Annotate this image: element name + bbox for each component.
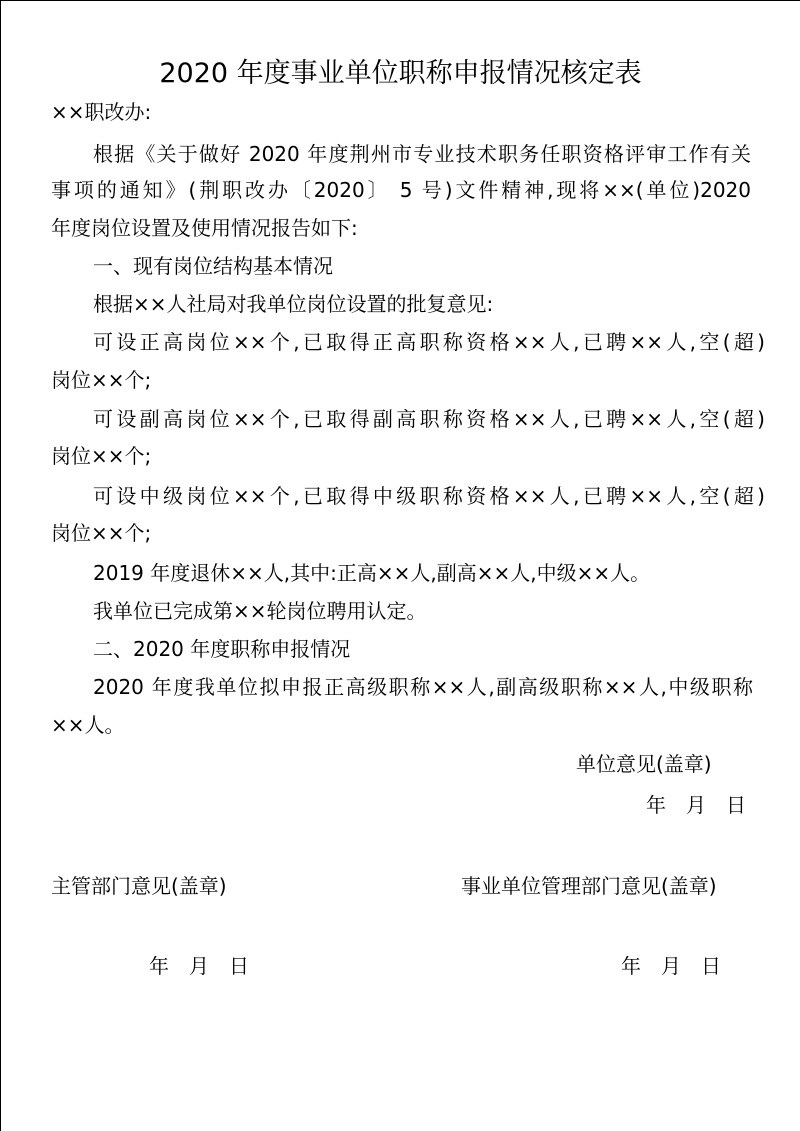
- retire-line: 2019 年度退休××人,其中:正高××人,副高××人,中级××人。: [93, 561, 651, 585]
- apply-line-1: 2020 年度我单位拟申报正高级职称××人,副高级职称××人,中级职称: [93, 675, 753, 699]
- position-senior-line-1: 可设正高岗位××个,已取得正高职称资格××人,已聘××人,空(超): [93, 330, 765, 354]
- position-associate-line-1: 可设副高岗位××个,已取得副高职称资格××人,已聘××人,空(超): [93, 407, 765, 431]
- section-heading-2: 二、2020 年度职称申报情况: [93, 637, 351, 661]
- apply-line-2: ××人。: [51, 713, 125, 737]
- management-date: 年 月 日: [621, 954, 721, 978]
- section-heading-1: 一、现有岗位结构基本情况: [93, 254, 333, 278]
- unit-date: 年 月 日: [646, 793, 746, 817]
- position-intermediate-line-1: 可设中级岗位××个,已取得中级职称资格××人,已聘××人,空(超): [93, 484, 765, 508]
- supervisor-opinion: 主管部门意见(盖章): [51, 874, 227, 898]
- position-associate-line-2: 岗位××个;: [51, 444, 152, 468]
- intro-line-3: 年度岗位设置及使用情况报告如下:: [51, 216, 358, 240]
- page-title: 2020 年度事业单位职称申报情况核定表: [159, 58, 642, 89]
- approval-line: 根据××人社局对我单位岗位设置的批复意见:: [93, 292, 494, 316]
- intro-line-2: 事项的通知》(荆职改办〔2020〕 5 号)文件精神,现将××(单位)2020: [51, 178, 751, 202]
- management-opinion: 事业单位管理部门意见(盖章): [461, 874, 717, 898]
- rounds-line: 我单位已完成第××轮岗位聘用认定。: [93, 599, 427, 623]
- supervisor-date: 年 月 日: [149, 954, 249, 978]
- addressee: ××职改办:: [51, 100, 152, 124]
- position-intermediate-line-2: 岗位××个;: [51, 521, 152, 545]
- position-senior-line-2: 岗位××个;: [51, 368, 152, 392]
- unit-opinion: 单位意见(盖章): [576, 752, 712, 776]
- intro-line-1: 根据《关于做好 2020 年度荆州市专业技术职务任职资格评审工作有关: [93, 142, 751, 166]
